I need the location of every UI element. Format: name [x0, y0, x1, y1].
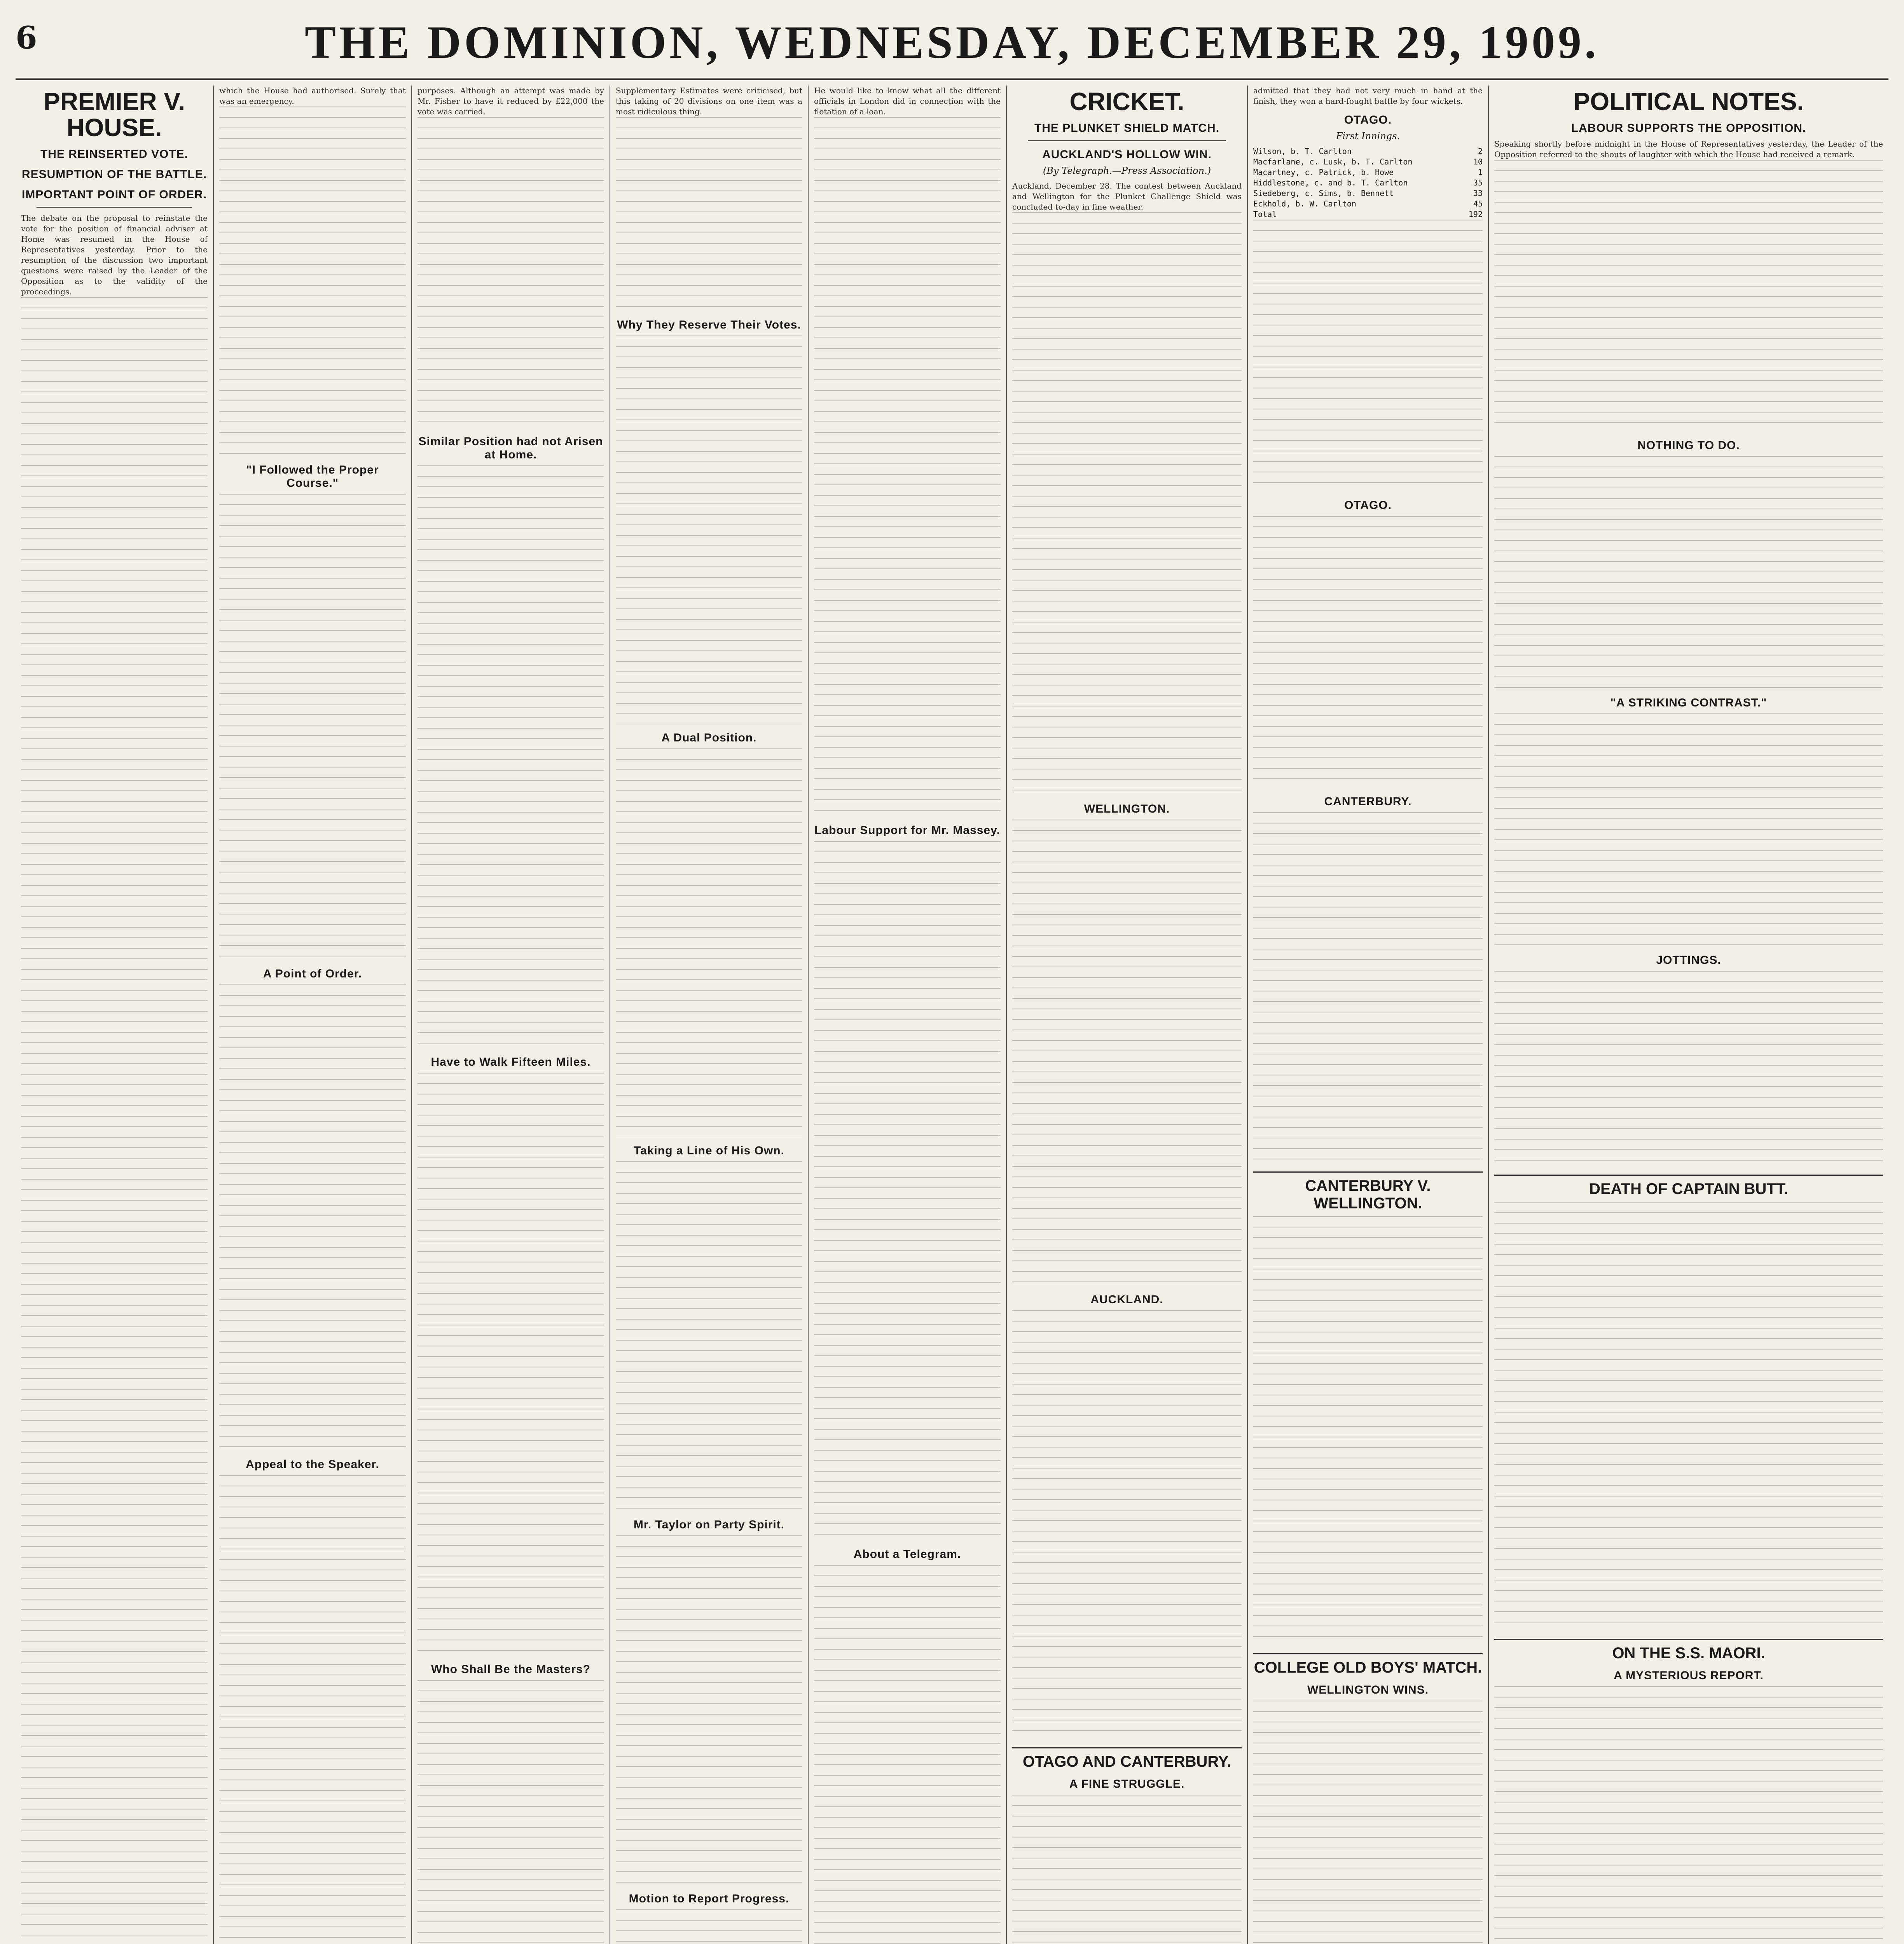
- article-lede: The debate on the proposal to reinstate the vote for the position of financial adviser at Home was resumed in the House of Representatives yesterday. Prior to the resumption of the discussion two important questions were raised by the Leader of the Opposition as to the validity of the proceedings.: [21, 213, 208, 297]
- column-2: [214, 86, 412, 1944]
- subhead: CANTERBURY.: [1324, 795, 1412, 808]
- section-head: DEATH OF CAPTAIN BUTT.: [1494, 1175, 1883, 1198]
- subhead: Why They Reserve Their Votes.: [617, 318, 801, 331]
- divider: [37, 207, 192, 208]
- score-row: Macartney, c. Patrick, b. Howe 1: [1253, 168, 1483, 177]
- article-body: [1494, 160, 1883, 432]
- article-body: [616, 1909, 802, 1944]
- subhead: THE REINSERTED VOTE.: [40, 148, 189, 161]
- subhead: Motion to Report Progress.: [629, 1892, 790, 1905]
- subhead: OTAGO.: [1344, 499, 1392, 512]
- subhead: A MYSTERIOUS REPORT.: [1614, 1669, 1764, 1682]
- article-body: [1494, 1202, 1883, 1629]
- dateline: (By Telegraph.—Press Association.): [1043, 165, 1211, 177]
- subhead: Taking a Line of His Own.: [634, 1144, 784, 1157]
- article-lede: which the House had authorised. Surely that was an emergency.: [219, 86, 406, 106]
- columns-container: [16, 86, 1888, 1944]
- article-body: [417, 1680, 604, 1944]
- column-8: [1489, 86, 1888, 1944]
- subhead: A Dual Position.: [661, 731, 757, 744]
- subhead: LABOUR SUPPORTS THE OPPOSITION.: [1571, 122, 1806, 135]
- article-body: [1494, 1686, 1883, 1944]
- column-4: [610, 86, 809, 1944]
- article-body: [1494, 713, 1883, 947]
- article-lede: Speaking shortly before midnight in the House of Representatives yesterday, the Leader of the Opposition referred to the shouts of laughter with which the House had received a remark.: [1494, 139, 1883, 159]
- subhead: THE PLUNKET SHIELD MATCH.: [1034, 122, 1220, 135]
- subhead: "A STRIKING CONTRAST.": [1610, 696, 1767, 710]
- scorecard-body: [1012, 1310, 1242, 1738]
- article-body: [616, 1161, 802, 1511]
- section-head: ON THE S.S. MAORI.: [1494, 1639, 1883, 1662]
- subhead: Similar Position had not Arisen at Home.: [418, 435, 603, 461]
- score-row: Hiddlestone, c. and b. T. Carlton 35: [1253, 178, 1483, 187]
- subhead: RESUMPTION OF THE BATTLE.: [21, 168, 207, 181]
- scorecard-body: [1253, 220, 1483, 492]
- article-body: [1494, 971, 1883, 1165]
- scorecard-body: [1012, 820, 1242, 1286]
- article-lede: He would like to know what all the different officials in London did in connection with the flotation of a loan.: [814, 86, 1001, 116]
- article-body: [219, 1475, 406, 1942]
- column-3: [412, 86, 610, 1944]
- subhead: Have to Walk Fifteen Miles.: [431, 1056, 591, 1068]
- subhead: "I Followed the Proper Course.": [246, 463, 379, 489]
- column-6: [1007, 86, 1248, 1944]
- subhead: A FINE STRUGGLE.: [1069, 1778, 1185, 1791]
- subhead: NOTHING TO DO.: [1637, 439, 1740, 452]
- article-lede: Auckland, December 28. The contest between Auckland and Wellington for the Plunket Challenge Shield was concluded to-day in fine weather.: [1012, 181, 1242, 212]
- score-row: Eckhold, b. W. Carlton 45: [1253, 199, 1483, 208]
- article-lede: purposes. Although an attempt was made by Mr. Fisher to have it reduced by £22,000 the vote was carried.: [417, 86, 604, 116]
- subhead: JOTTINGS.: [1656, 954, 1721, 967]
- headline-premier-v-house: PREMIER V. HOUSE.: [44, 87, 185, 142]
- article-body: [1494, 456, 1883, 689]
- subhead: WELLINGTON WINS.: [1307, 1684, 1429, 1696]
- scorecard-body: [1253, 516, 1483, 788]
- article-body: [219, 107, 406, 456]
- scorecard-body: [1253, 1701, 1483, 1944]
- scorecard-body: [1253, 1216, 1483, 1644]
- article-body: [417, 465, 604, 1049]
- article-body: [417, 1073, 604, 1656]
- article-body: [1012, 1795, 1242, 1944]
- subhead: Labour Support for Mr. Massey.: [814, 824, 1000, 837]
- newspaper-page: [16, 12, 1888, 1944]
- article-body: [616, 336, 802, 724]
- article-lede: Supplementary Estimates were criticised, but this taking of 20 divisions on one item was a most ridiculous thing.: [616, 86, 802, 116]
- score-row: Siedeberg, c. Sims, b. Bennett 33: [1253, 189, 1483, 198]
- column-5: [809, 86, 1007, 1944]
- subhead: WELLINGTON.: [1084, 802, 1170, 816]
- article-body: [616, 117, 802, 311]
- innings-label: First Innings.: [1336, 131, 1400, 142]
- section-head: OTAGO AND CANTERBURY.: [1012, 1747, 1242, 1771]
- score-row: Macfarlane, c. Lusk, b. T. Carlton 10: [1253, 157, 1483, 166]
- score-row: Wilson, b. T. Carlton 2: [1253, 147, 1483, 156]
- article-body: [616, 748, 802, 1137]
- article-body: [814, 1565, 1001, 1944]
- scorecard-body: [1253, 812, 1483, 1162]
- article-body: [814, 117, 1001, 817]
- subhead: Appeal to the Speaker.: [246, 1458, 379, 1471]
- article-body: [219, 494, 406, 960]
- section-head: CANTERBURY V. WELLINGTON.: [1253, 1171, 1483, 1212]
- column-1: [16, 86, 214, 1944]
- score-total: Total 192: [1253, 210, 1483, 219]
- masthead: [16, 12, 1888, 80]
- paper-title: THE DOMINION, WEDNESDAY, DECEMBER 29, 1909.: [304, 16, 1600, 68]
- article-body: [1012, 212, 1242, 795]
- subhead: AUCKLAND'S HOLLOW WIN.: [1042, 148, 1212, 161]
- article-body: [417, 117, 604, 428]
- article-body: [616, 1535, 802, 1885]
- subhead: IMPORTANT POINT OF ORDER.: [21, 188, 207, 201]
- scorecard: [1253, 146, 1483, 220]
- headline-political-notes: POLITICAL NOTES.: [1573, 87, 1804, 115]
- subhead: AUCKLAND.: [1090, 1293, 1163, 1306]
- column-7: [1248, 86, 1489, 1944]
- article-lede: admitted that they had not very much in hand at the finish, they won a hard-fought battle by four wickets.: [1253, 86, 1483, 106]
- article-body: [814, 841, 1001, 1541]
- divider: [1028, 140, 1226, 141]
- subhead: Mr. Taylor on Party Spirit.: [633, 1518, 785, 1531]
- headline-cricket: CRICKET.: [1069, 87, 1184, 115]
- subhead: A Point of Order.: [263, 967, 362, 980]
- scorecard-title: OTAGO.: [1344, 114, 1392, 126]
- article-body: [21, 297, 208, 1944]
- subhead: About a Telegram.: [853, 1548, 961, 1561]
- page-number: 6: [16, 19, 37, 56]
- article-body: [219, 984, 406, 1451]
- section-head: COLLEGE OLD BOYS' MATCH.: [1253, 1653, 1483, 1677]
- subhead: Who Shall Be the Masters?: [431, 1663, 591, 1676]
